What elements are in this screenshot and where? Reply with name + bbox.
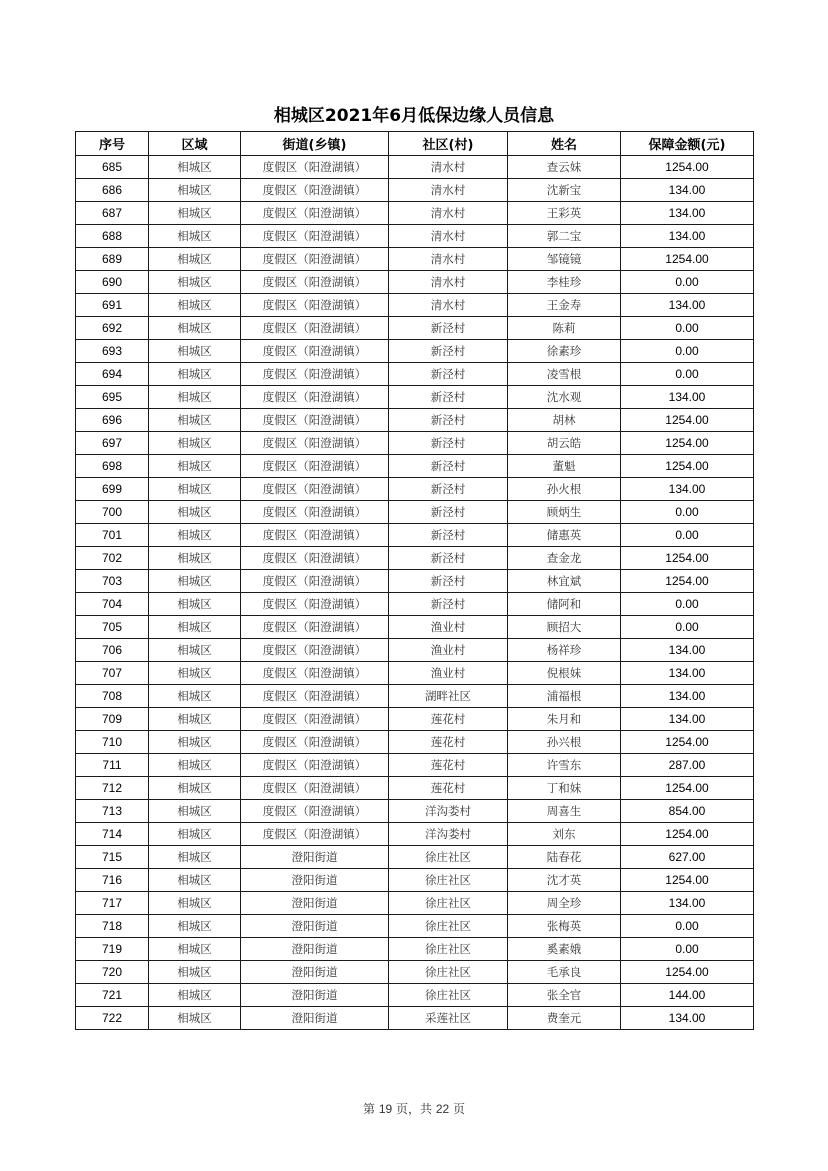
cell-community-village: 徐庄社区	[389, 846, 508, 869]
cell-street-town: 澄阳街道	[241, 892, 389, 915]
cell-district: 相城区	[149, 409, 241, 432]
cell-district: 相城区	[149, 294, 241, 317]
table-row	[76, 869, 754, 892]
table-row	[76, 409, 754, 432]
table-row	[76, 478, 754, 501]
cell-community-village: 徐庄社区	[389, 892, 508, 915]
table-row	[76, 731, 754, 754]
cell-serial-number: 693	[76, 340, 149, 363]
cell-serial-number: 697	[76, 432, 149, 455]
cell-serial-number: 719	[76, 938, 149, 961]
cell-amount: 0.00	[621, 271, 754, 294]
cell-community-village: 新泾村	[389, 547, 508, 570]
cell-district: 相城区	[149, 754, 241, 777]
cell-amount: 0.00	[621, 501, 754, 524]
cell-amount: 1254.00	[621, 547, 754, 570]
cell-serial-number: 689	[76, 248, 149, 271]
table-row	[76, 938, 754, 961]
cell-community-village: 徐庄社区	[389, 869, 508, 892]
data-table	[75, 131, 754, 1030]
cell-community-village: 徐庄社区	[389, 961, 508, 984]
table-row	[76, 202, 754, 225]
document-title: 相城区2021年6月低保边缘人员信息	[273, 106, 555, 126]
cell-district: 相城区	[149, 386, 241, 409]
cell-name: 陈莉	[508, 317, 621, 340]
cell-street-town: 度假区（阳澄湖镇）	[241, 248, 389, 271]
cell-serial-number: 685	[76, 156, 149, 179]
cell-name: 王金寿	[508, 294, 621, 317]
cell-community-village: 新泾村	[389, 478, 508, 501]
cell-name: 周全珍	[508, 892, 621, 915]
cell-name: 储阿和	[508, 593, 621, 616]
header-serial-number: 序号	[76, 132, 149, 156]
cell-amount: 134.00	[621, 1007, 754, 1030]
cell-serial-number: 712	[76, 777, 149, 800]
table-row	[76, 455, 754, 478]
table-row	[76, 248, 754, 271]
table-row	[76, 593, 754, 616]
cell-community-village: 新泾村	[389, 340, 508, 363]
cell-district: 相城区	[149, 271, 241, 294]
cell-name: 郭二宝	[508, 225, 621, 248]
cell-street-town: 度假区（阳澄湖镇）	[241, 179, 389, 202]
cell-district: 相城区	[149, 524, 241, 547]
cell-name: 杨祥珍	[508, 639, 621, 662]
cell-district: 相城区	[149, 547, 241, 570]
cell-district: 相城区	[149, 363, 241, 386]
cell-serial-number: 722	[76, 1007, 149, 1030]
cell-serial-number: 699	[76, 478, 149, 501]
cell-community-village: 渔业村	[389, 639, 508, 662]
table-row	[76, 800, 754, 823]
cell-community-village: 新泾村	[389, 409, 508, 432]
table-row	[76, 179, 754, 202]
cell-street-town: 度假区（阳澄湖镇）	[241, 570, 389, 593]
cell-community-village: 采莲社区	[389, 1007, 508, 1030]
cell-community-village: 湖畔社区	[389, 685, 508, 708]
cell-street-town: 度假区（阳澄湖镇）	[241, 363, 389, 386]
cell-community-village: 新泾村	[389, 524, 508, 547]
cell-street-town: 澄阳街道	[241, 915, 389, 938]
cell-amount: 627.00	[621, 846, 754, 869]
cell-district: 相城区	[149, 156, 241, 179]
cell-street-town: 澄阳街道	[241, 984, 389, 1007]
table-row	[76, 616, 754, 639]
cell-name: 张全官	[508, 984, 621, 1007]
cell-community-village: 莲花村	[389, 754, 508, 777]
table-row	[76, 754, 754, 777]
cell-serial-number: 720	[76, 961, 149, 984]
cell-community-village: 莲花村	[389, 731, 508, 754]
table-row	[76, 915, 754, 938]
header-district: 区域	[149, 132, 241, 156]
cell-street-town: 度假区（阳澄湖镇）	[241, 547, 389, 570]
cell-district: 相城区	[149, 823, 241, 846]
cell-street-town: 度假区（阳澄湖镇）	[241, 708, 389, 731]
cell-district: 相城区	[149, 961, 241, 984]
table-row	[76, 662, 754, 685]
table-row	[76, 363, 754, 386]
table-row	[76, 156, 754, 179]
cell-street-town: 度假区（阳澄湖镇）	[241, 271, 389, 294]
cell-district: 相城区	[149, 731, 241, 754]
cell-district: 相城区	[149, 570, 241, 593]
cell-street-town: 度假区（阳澄湖镇）	[241, 800, 389, 823]
cell-district: 相城区	[149, 1007, 241, 1030]
cell-name: 陆春花	[508, 846, 621, 869]
cell-street-town: 度假区（阳澄湖镇）	[241, 639, 389, 662]
cell-name: 刘东	[508, 823, 621, 846]
table-row	[76, 225, 754, 248]
cell-district: 相城区	[149, 501, 241, 524]
cell-serial-number: 698	[76, 455, 149, 478]
cell-community-village: 渔业村	[389, 662, 508, 685]
cell-serial-number: 688	[76, 225, 149, 248]
table-body	[76, 156, 754, 1030]
cell-district: 相城区	[149, 432, 241, 455]
table-row	[76, 317, 754, 340]
table-row	[76, 524, 754, 547]
table-row	[76, 639, 754, 662]
cell-amount: 1254.00	[621, 961, 754, 984]
cell-name: 查金龙	[508, 547, 621, 570]
table-row	[76, 846, 754, 869]
cell-district: 相城区	[149, 179, 241, 202]
cell-name: 胡林	[508, 409, 621, 432]
cell-community-village: 清水村	[389, 248, 508, 271]
header-amount: 保障金额(元)	[621, 132, 754, 156]
cell-district: 相城区	[149, 616, 241, 639]
cell-community-village: 清水村	[389, 294, 508, 317]
cell-amount: 1254.00	[621, 248, 754, 271]
cell-amount: 134.00	[621, 386, 754, 409]
cell-serial-number: 694	[76, 363, 149, 386]
header-street-town: 街道(乡镇)	[241, 132, 389, 156]
table-row	[76, 294, 754, 317]
current-page-number: 19	[378, 1102, 393, 1116]
cell-amount: 134.00	[621, 708, 754, 731]
footer-middle: 页，共	[392, 1102, 436, 1116]
cell-amount: 134.00	[621, 639, 754, 662]
cell-serial-number: 702	[76, 547, 149, 570]
cell-amount: 0.00	[621, 524, 754, 547]
header-community-village: 社区(村)	[389, 132, 508, 156]
cell-name: 孙兴根	[508, 731, 621, 754]
cell-name: 浦福根	[508, 685, 621, 708]
table-row	[76, 708, 754, 731]
cell-name: 孙火根	[508, 478, 621, 501]
cell-street-town: 度假区（阳澄湖镇）	[241, 754, 389, 777]
cell-district: 相城区	[149, 225, 241, 248]
cell-serial-number: 709	[76, 708, 149, 731]
cell-serial-number: 706	[76, 639, 149, 662]
cell-amount: 0.00	[621, 340, 754, 363]
table-row	[76, 1007, 754, 1030]
table-row	[76, 984, 754, 1007]
cell-amount: 0.00	[621, 915, 754, 938]
cell-serial-number: 711	[76, 754, 149, 777]
table-row	[76, 685, 754, 708]
cell-amount: 134.00	[621, 225, 754, 248]
cell-serial-number: 716	[76, 869, 149, 892]
cell-name: 张梅英	[508, 915, 621, 938]
cell-street-town: 度假区（阳澄湖镇）	[241, 202, 389, 225]
cell-district: 相城区	[149, 662, 241, 685]
cell-community-village: 徐庄社区	[389, 984, 508, 1007]
cell-serial-number: 687	[76, 202, 149, 225]
cell-community-village: 新泾村	[389, 570, 508, 593]
cell-street-town: 度假区（阳澄湖镇）	[241, 823, 389, 846]
cell-amount: 0.00	[621, 317, 754, 340]
cell-amount: 134.00	[621, 685, 754, 708]
cell-community-village: 洋沟娄村	[389, 823, 508, 846]
cell-district: 相城区	[149, 892, 241, 915]
cell-name: 毛承良	[508, 961, 621, 984]
cell-street-town: 澄阳街道	[241, 938, 389, 961]
cell-name: 邹镜镜	[508, 248, 621, 271]
cell-district: 相城区	[149, 915, 241, 938]
total-pages-number: 22	[435, 1102, 450, 1116]
cell-district: 相城区	[149, 685, 241, 708]
cell-street-town: 度假区（阳澄湖镇）	[241, 478, 389, 501]
cell-community-village: 清水村	[389, 179, 508, 202]
cell-name: 查云妹	[508, 156, 621, 179]
cell-street-town: 度假区（阳澄湖镇）	[241, 593, 389, 616]
cell-street-town: 度假区（阳澄湖镇）	[241, 501, 389, 524]
table-row	[76, 892, 754, 915]
cell-name: 奚素娥	[508, 938, 621, 961]
cell-amount: 134.00	[621, 478, 754, 501]
cell-district: 相城区	[149, 984, 241, 1007]
cell-community-village: 莲花村	[389, 777, 508, 800]
table-row	[76, 823, 754, 846]
cell-community-village: 渔业村	[389, 616, 508, 639]
cell-name: 沈才英	[508, 869, 621, 892]
cell-serial-number: 703	[76, 570, 149, 593]
cell-serial-number: 707	[76, 662, 149, 685]
cell-name: 顾炳生	[508, 501, 621, 524]
cell-amount: 287.00	[621, 754, 754, 777]
footer-prefix: 第	[362, 1102, 379, 1116]
table-row	[76, 501, 754, 524]
cell-amount: 134.00	[621, 892, 754, 915]
cell-street-town: 澄阳街道	[241, 869, 389, 892]
cell-district: 相城区	[149, 800, 241, 823]
cell-street-town: 澄阳街道	[241, 961, 389, 984]
cell-serial-number: 695	[76, 386, 149, 409]
cell-name: 周喜生	[508, 800, 621, 823]
table-row	[76, 432, 754, 455]
cell-district: 相城区	[149, 202, 241, 225]
table-row	[76, 570, 754, 593]
cell-name: 王彩英	[508, 202, 621, 225]
cell-name: 丁和妹	[508, 777, 621, 800]
cell-street-town: 度假区（阳澄湖镇）	[241, 731, 389, 754]
cell-street-town: 度假区（阳澄湖镇）	[241, 685, 389, 708]
cell-district: 相城区	[149, 455, 241, 478]
cell-name: 沈新宝	[508, 179, 621, 202]
cell-street-town: 度假区（阳澄湖镇）	[241, 225, 389, 248]
cell-amount: 1254.00	[621, 731, 754, 754]
cell-amount: 0.00	[621, 363, 754, 386]
cell-serial-number: 701	[76, 524, 149, 547]
cell-district: 相城区	[149, 938, 241, 961]
cell-district: 相城区	[149, 708, 241, 731]
cell-name: 费奎元	[508, 1007, 621, 1030]
cell-serial-number: 700	[76, 501, 149, 524]
cell-name: 凌雪根	[508, 363, 621, 386]
cell-district: 相城区	[149, 777, 241, 800]
cell-serial-number: 714	[76, 823, 149, 846]
table-row	[76, 547, 754, 570]
cell-name: 林宜斌	[508, 570, 621, 593]
cell-amount: 134.00	[621, 294, 754, 317]
cell-amount: 1254.00	[621, 432, 754, 455]
table-row	[76, 340, 754, 363]
header-name: 姓名	[508, 132, 621, 156]
table-row	[76, 961, 754, 984]
cell-street-town: 度假区（阳澄湖镇）	[241, 294, 389, 317]
cell-community-village: 清水村	[389, 202, 508, 225]
cell-district: 相城区	[149, 317, 241, 340]
cell-district: 相城区	[149, 846, 241, 869]
cell-amount: 134.00	[621, 179, 754, 202]
cell-amount: 0.00	[621, 593, 754, 616]
table-row	[76, 777, 754, 800]
cell-district: 相城区	[149, 639, 241, 662]
cell-name: 顾招大	[508, 616, 621, 639]
table-row	[76, 386, 754, 409]
cell-street-town: 度假区（阳澄湖镇）	[241, 386, 389, 409]
cell-amount: 134.00	[621, 662, 754, 685]
cell-name: 沈水观	[508, 386, 621, 409]
table-header-row	[76, 132, 754, 156]
cell-community-village: 新泾村	[389, 432, 508, 455]
cell-serial-number: 721	[76, 984, 149, 1007]
cell-serial-number: 717	[76, 892, 149, 915]
cell-amount: 1254.00	[621, 570, 754, 593]
cell-street-town: 度假区（阳澄湖镇）	[241, 432, 389, 455]
cell-name: 储惠英	[508, 524, 621, 547]
cell-district: 相城区	[149, 869, 241, 892]
cell-community-village: 清水村	[389, 271, 508, 294]
cell-amount: 1254.00	[621, 455, 754, 478]
cell-community-village: 徐庄社区	[389, 938, 508, 961]
cell-name: 倪根妹	[508, 662, 621, 685]
cell-street-town: 度假区（阳澄湖镇）	[241, 156, 389, 179]
cell-community-village: 新泾村	[389, 363, 508, 386]
cell-amount: 144.00	[621, 984, 754, 1007]
cell-district: 相城区	[149, 248, 241, 271]
cell-amount: 1254.00	[621, 869, 754, 892]
cell-amount: 0.00	[621, 616, 754, 639]
cell-street-town: 度假区（阳澄湖镇）	[241, 455, 389, 478]
cell-name: 胡云皓	[508, 432, 621, 455]
cell-serial-number: 705	[76, 616, 149, 639]
cell-community-village: 洋沟娄村	[389, 800, 508, 823]
cell-street-town: 澄阳街道	[241, 1007, 389, 1030]
cell-serial-number: 696	[76, 409, 149, 432]
cell-amount: 1254.00	[621, 156, 754, 179]
cell-district: 相城区	[149, 340, 241, 363]
cell-community-village: 新泾村	[389, 593, 508, 616]
cell-serial-number: 691	[76, 294, 149, 317]
footer-suffix: 页	[449, 1102, 465, 1116]
cell-community-village: 清水村	[389, 156, 508, 179]
cell-serial-number: 692	[76, 317, 149, 340]
cell-serial-number: 710	[76, 731, 149, 754]
cell-serial-number: 686	[76, 179, 149, 202]
table-row	[76, 271, 754, 294]
cell-street-town: 度假区（阳澄湖镇）	[241, 317, 389, 340]
cell-name: 董魁	[508, 455, 621, 478]
cell-amount: 1254.00	[621, 823, 754, 846]
cell-community-village: 新泾村	[389, 386, 508, 409]
cell-name: 朱月和	[508, 708, 621, 731]
cell-street-town: 澄阳街道	[241, 846, 389, 869]
cell-community-village: 新泾村	[389, 317, 508, 340]
cell-serial-number: 715	[76, 846, 149, 869]
cell-serial-number: 713	[76, 800, 149, 823]
cell-serial-number: 708	[76, 685, 149, 708]
cell-street-town: 度假区（阳澄湖镇）	[241, 616, 389, 639]
cell-street-town: 度假区（阳澄湖镇）	[241, 409, 389, 432]
cell-amount: 854.00	[621, 800, 754, 823]
cell-serial-number: 690	[76, 271, 149, 294]
cell-amount: 1254.00	[621, 777, 754, 800]
cell-amount: 134.00	[621, 202, 754, 225]
cell-community-village: 新泾村	[389, 455, 508, 478]
cell-district: 相城区	[149, 593, 241, 616]
cell-name: 徐素珍	[508, 340, 621, 363]
cell-amount: 1254.00	[621, 409, 754, 432]
cell-street-town: 度假区（阳澄湖镇）	[241, 524, 389, 547]
cell-district: 相城区	[149, 478, 241, 501]
cell-amount: 0.00	[621, 938, 754, 961]
cell-street-town: 度假区（阳澄湖镇）	[241, 662, 389, 685]
cell-serial-number: 704	[76, 593, 149, 616]
cell-street-town: 度假区（阳澄湖镇）	[241, 340, 389, 363]
page-footer	[0, 1100, 828, 1117]
cell-street-town: 度假区（阳澄湖镇）	[241, 777, 389, 800]
cell-community-village: 徐庄社区	[389, 915, 508, 938]
cell-community-village: 莲花村	[389, 708, 508, 731]
cell-serial-number: 718	[76, 915, 149, 938]
cell-name: 许雪东	[508, 754, 621, 777]
cell-community-village: 新泾村	[389, 501, 508, 524]
cell-community-village: 清水村	[389, 225, 508, 248]
cell-name: 李桂珍	[508, 271, 621, 294]
